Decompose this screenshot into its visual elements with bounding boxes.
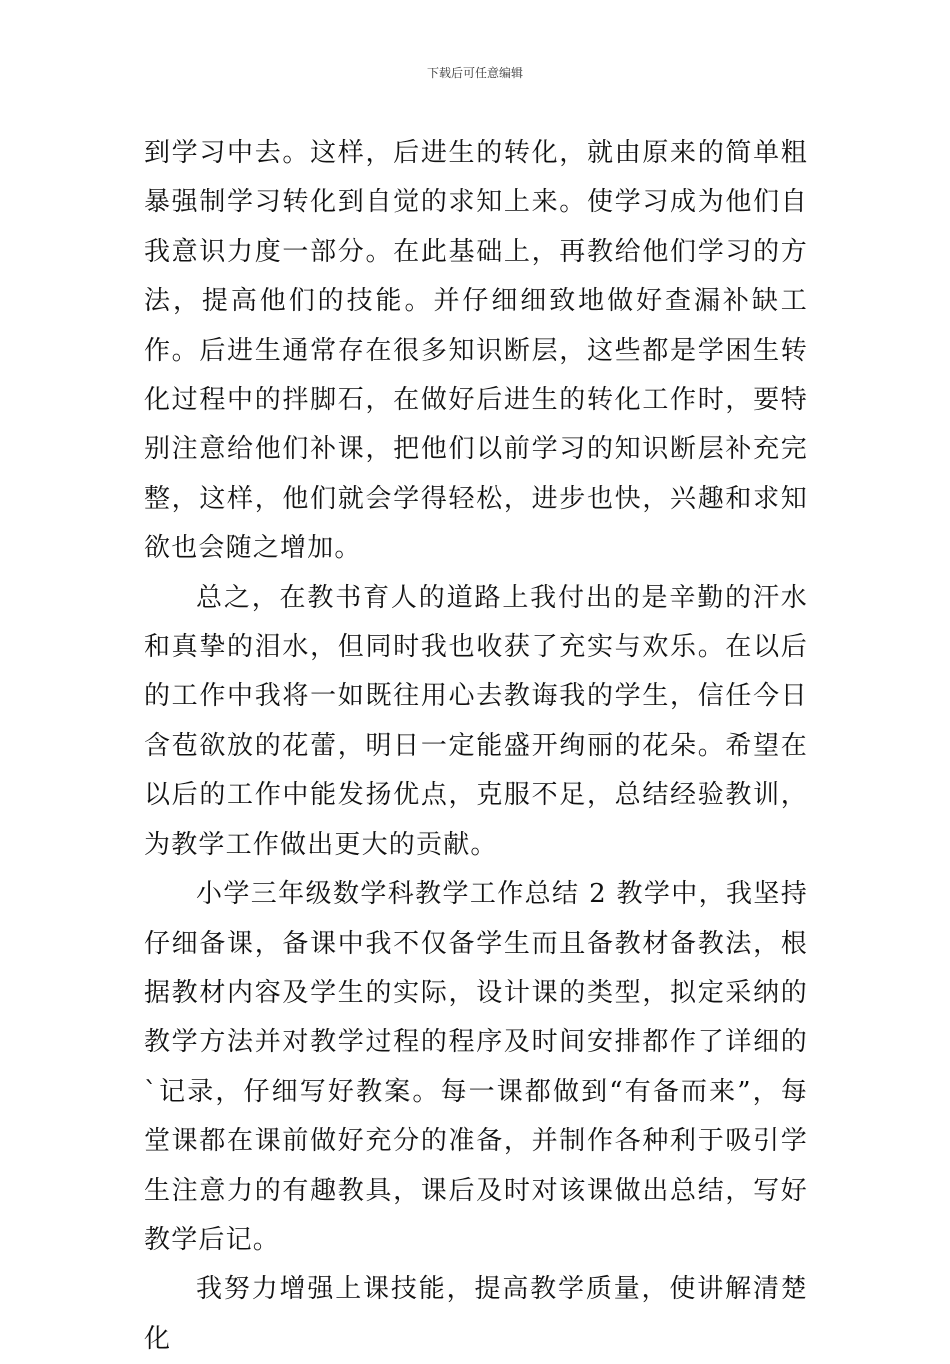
paragraph-continued: 到学习中去。这样，后进生的转化，就由原来的简单粗暴强制学习转化到自觉的求知上来。使学习成为他们自我意识力度一部分。在此基础上，再教给他们学习的方法，提高他们的技能。并仔细细致地做好查漏补缺工作。后进生通常存在很多知识断层，这些都是学困生转化过程中的拌脚石，在做好后进生的转化工作时，要特别注意给他们补课，把他们以前学习的知识断层补充完整，这样，他们就会学得轻松，进步也快，兴趣和求知欲也会随之增加。: [144, 138, 808, 564]
document-body: [144, 129, 808, 1364]
paragraph-summary: 总之，在教书育人的道路上我付出的是辛勤的汗水和真挚的泪水，但同时我也收获了充实与欢乐。在以后的工作中我将一如既往用心去教诲我的学生，信任今日含苞欲放的花蕾，明日一定能盛开绚丽的花朵。希望在以后的工作中能发扬优点，克服不足，总结经验教训，为教学工作做出更大的贡献。: [144, 582, 808, 860]
page-header: 下载后可任意编辑: [426, 66, 523, 80]
paragraph-teaching-skills: 我努力增强上课技能，提高教学质量，使讲解清楚化: [144, 1274, 808, 1354]
paragraph-work-summary-2: 小学三年级数学科教学工作总结 2 教学中，我坚持仔细备课，备课中我不仅备学生而且备教材备教法，根据教材内容及学生的实际，设计课的类型，拟定采纳的教学方法并对教学过程的程序及时间安排都作了详细的`记录，仔细写好教案。每一课都做到“有备而来”，每堂课都在课前做好充分的准备，并制作各种利于吸引学生注意力的有趣教具，课后及时对该课做出总结，写好教学后记。: [144, 879, 808, 1255]
